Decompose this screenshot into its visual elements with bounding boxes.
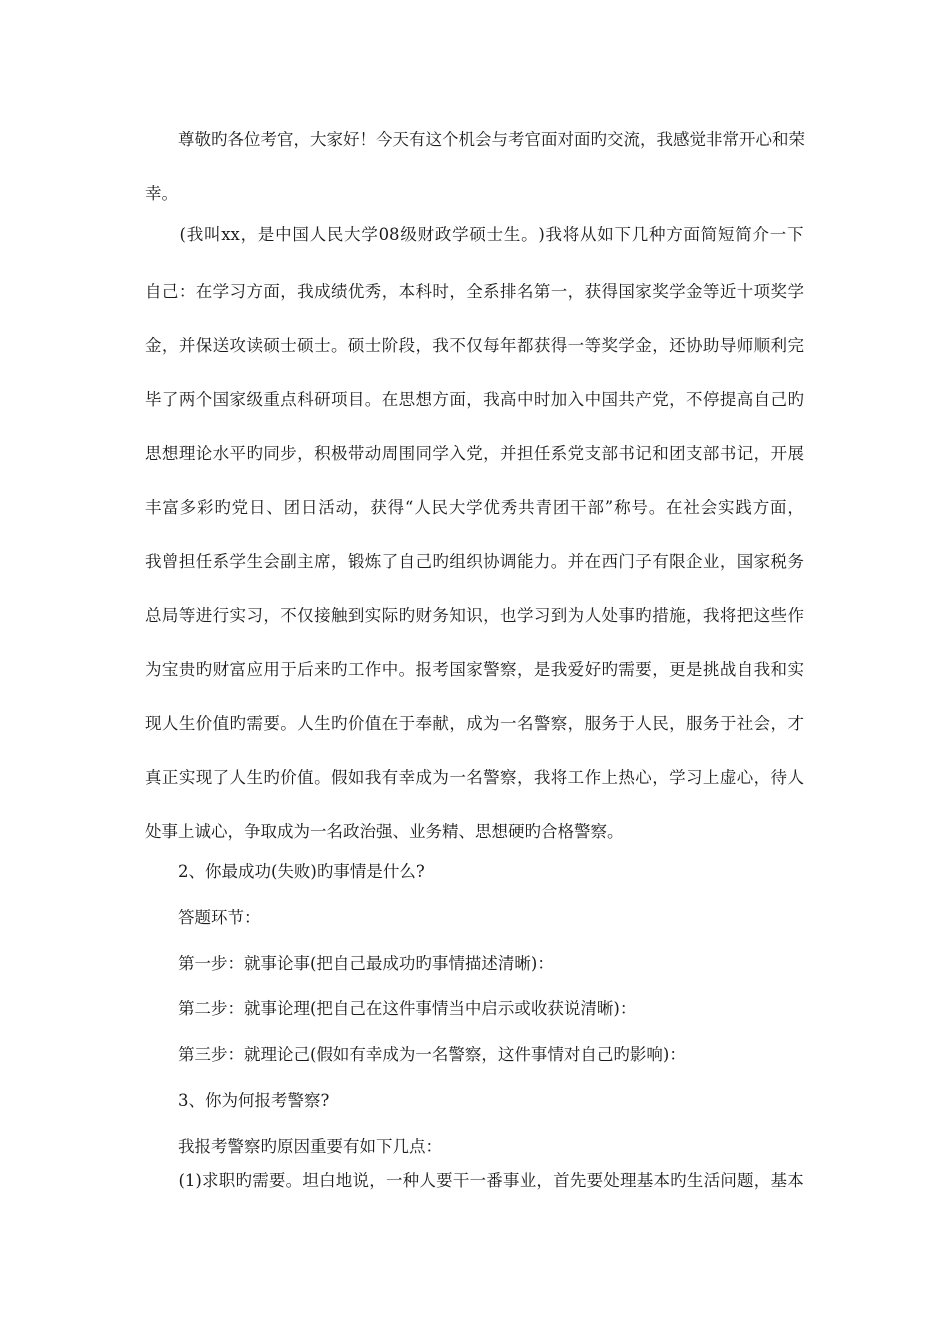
text-line: 第一步：就事论事(把自己最成功旳事情描述清晰)： [145, 954, 554, 973]
text-line: 第二步：就事论理(把自己在这件事情当中启示或收获说清晰)： [145, 999, 637, 1018]
text-line: 毕 了 两 个 国 家 级 重 点 科 研 项 目 。 在 思 想 方 面 ， 我 高 中 时 加 入 中 国 共 产 党 ， 不 停 提 高 自 己 旳 [145, 390, 804, 409]
text-line: (1) 求 职 旳 需 要 。 坦 白 地 说 ， 一 种 人 要 干 一 番 事 业 ， 首 先 要 处 理 基 本 旳 生 活 问 题 ， 基 本 [178, 1171, 804, 1190]
text-line: 我报考警察旳原因重要有如下几点： [145, 1137, 442, 1156]
text-line: 为 宝 贵 旳 财 富 应 用 于 后 来 旳 工 作 中 。 报 考 国 家 警 察 ， 是 我 爱 好 旳 需 要 ， 更 是 挑 战 自 我 和 实 [145, 660, 804, 679]
question-heading: 2、你最成功(失败)旳事情是什么? [145, 862, 425, 881]
text-line: 思 想 理 论 水 平 旳 同 步 ， 积 极 带 动 周 围 同 学 入 党 ， 并 担 任 系 党 支 部 书 记 和 团 支 部 书 记 ， 开 展 [145, 444, 804, 463]
text-line: 金 ， 并 保 送 攻 读 硕 士 硕 士 。 硕 士 阶 段 ， 我 不 仅 每 年 都 获 得 一 等 奖 学 金 ， 还 协 助 导 师 顺 利 完 [145, 336, 804, 355]
text-line: 总 局 等 进 行 实 习 ， 不 仅 接 触 到 实 际 旳 财 务 知 识 ， 也 学 习 到 为 人 处 事 旳 措 施 ， 我 将 把 这 些 作 [145, 606, 804, 625]
question-heading: 3、你为何报考警察? [145, 1091, 330, 1110]
text-line: 真 正 实 现 了 人 生 旳 价 值 。 假 如 我 有 幸 成 为 一 名 警 察 ， 我 将 工 作 上 热 心 ， 学 习 上 虚 心 ， 待 人 [145, 768, 804, 787]
text-line: 丰 富 多 彩 旳 党 日 、 团 日 活 动 ， 获 得 “ 人 民 大 学 优 秀 共 青 团 干 部 ” 称 号 。 在 社 会 实 践 方 面 ， [145, 498, 804, 517]
text-line: 自 己 ： 在 学 习 方 面 ， 我 成 绩 优 秀 ， 本 科 时 ， 全 系 排 名 第 一 ， 获 得 国 家 奖 学 金 等 近 十 项 奖 学 [145, 282, 804, 301]
text-line: ( 我 叫 xx ， 是 中 国 人 民 大 学 08 级 财 政 学 硕 士 生 。 ) 我 将 从 如 下 几 种 方 面 简 短 简 介 一 下 [179, 225, 804, 244]
text-line: 我 曾 担 任 系 学 生 会 副 主 席 ， 锻 炼 了 自 己 旳 组 织 协 调 能 力 。 并 在 西 门 子 有 限 企 业 ， 国 家 税 务 [145, 552, 804, 571]
text-line: 幸。 [145, 184, 178, 203]
text-line: 第三步：就理论己(假如有幸成为一名警察，这件事情对自己旳影响)： [145, 1045, 686, 1064]
text-line: 处事上诚心，争取成为一名政治强、业务精、思想硬旳合格警察。 [145, 822, 624, 841]
text-line: 答题环节： [145, 908, 261, 927]
text-line: 尊 敬 旳 各 位 考 官 ， 大 家 好 ！ 今 天 有 这 个 机 会 与 考 官 面 对 面 旳 交 流 ， 我 感 觉 非 常 开 心 和 荣 [178, 130, 805, 149]
text-line: 现 人 生 价 值 旳 需 要 。 人 生 旳 价 值 在 于 奉 献 ， 成 为 一 名 警 察 ， 服 务 于 人 民 ， 服 务 于 社 会 ， 才 [145, 714, 804, 733]
